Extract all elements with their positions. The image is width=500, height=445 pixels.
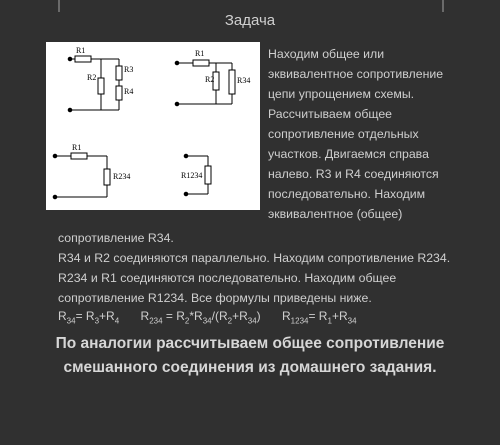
resistor-r1234 bbox=[205, 166, 211, 184]
label-r1234: R1234 bbox=[181, 171, 203, 180]
body-text bbox=[58, 228, 478, 308]
label-r34: R34 bbox=[237, 76, 251, 85]
formula-r234: $R_{234} = R_2*R_{34}/(R_2+R_{34})$ bbox=[140, 309, 261, 326]
text-line: Рассчитываем общее bbox=[268, 107, 393, 121]
circuit-3 bbox=[53, 153, 110, 199]
resistor-r1 bbox=[75, 56, 91, 62]
resistor-r34 bbox=[229, 70, 235, 94]
label-r2: R2 bbox=[87, 73, 97, 82]
conclusion-text bbox=[30, 332, 470, 380]
formula-r34: $R_{34}= R_3+R_4$ bbox=[58, 309, 120, 326]
text-line: последовательно. Находим bbox=[268, 187, 426, 201]
label-r3: R3 bbox=[124, 65, 134, 74]
text-line: эквивалентное сопротивление bbox=[268, 67, 444, 81]
formulas bbox=[58, 309, 375, 325]
text-line: цепи упрощением схемы. bbox=[268, 87, 415, 101]
text-line: сопротивление отдельных bbox=[268, 127, 419, 141]
label-r1: R1 bbox=[72, 143, 82, 152]
resistor-r234 bbox=[104, 169, 110, 185]
resistor-r1 bbox=[71, 153, 87, 159]
resistor-r2 bbox=[98, 78, 104, 94]
label-r234: R234 bbox=[113, 172, 131, 181]
text-line: сопротивление R1234. Все формулы приведены ниже. bbox=[58, 291, 372, 305]
resistor-r4 bbox=[116, 86, 122, 100]
label-r1: R1 bbox=[76, 46, 86, 55]
text-line: участков. Двигаемся справа bbox=[268, 147, 429, 161]
page-title: Задача bbox=[224, 12, 276, 29]
label-r4: R4 bbox=[124, 87, 134, 96]
wrap-text bbox=[268, 44, 458, 224]
resistor-r1 bbox=[193, 60, 209, 66]
text-line: Находим общее или bbox=[268, 47, 385, 61]
label-r1: R1 bbox=[195, 49, 205, 58]
text-line: R234 и R1 соединяются последовательно. Находим общее bbox=[58, 271, 397, 285]
corner-mark-left bbox=[58, 0, 72, 12]
label-r2: R2 bbox=[205, 75, 215, 84]
text-line: смешанного соединения из домашнего задания. bbox=[63, 359, 437, 376]
circuit-diagrams bbox=[46, 42, 260, 210]
corner-mark-right bbox=[430, 0, 444, 12]
circuit-figure bbox=[46, 42, 260, 210]
resistor-r3 bbox=[116, 66, 122, 80]
text-line: сопротивление R34. bbox=[58, 231, 174, 245]
formula-r1234: $R_{1234}= R_1+R_{34}$ bbox=[282, 309, 357, 326]
text-line: налево. R3 и R4 соединяются bbox=[268, 167, 439, 181]
circuit-1 bbox=[68, 56, 122, 112]
text-line: R34 и R2 соединяются параллельно. Находим сопротивление R234. bbox=[58, 251, 451, 265]
text-line: эквивалентное (общее) bbox=[268, 207, 403, 221]
text-line: По аналогии рассчитываем общее сопротивление bbox=[55, 335, 445, 352]
